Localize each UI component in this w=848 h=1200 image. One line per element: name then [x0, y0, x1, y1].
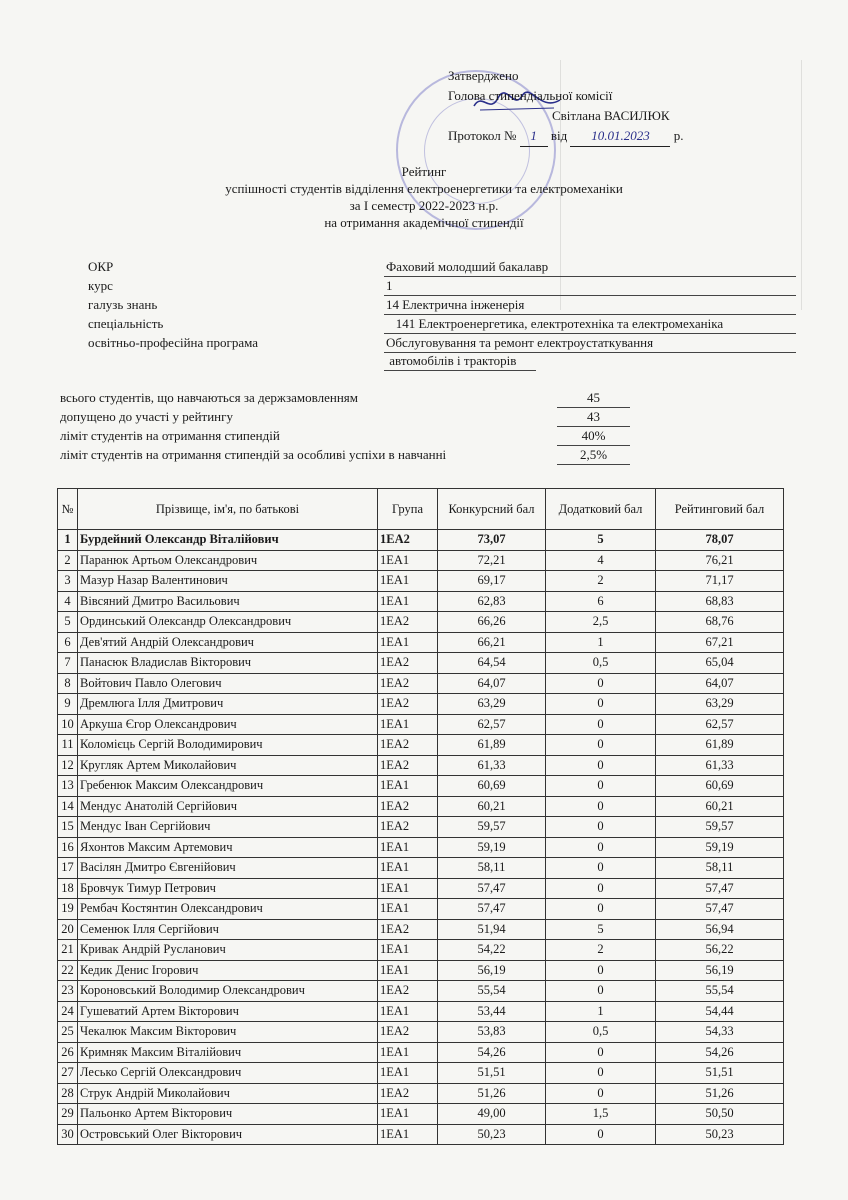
cell-competitive-score: 62,83 — [438, 591, 546, 612]
cell-rating-score: 54,44 — [656, 1001, 784, 1022]
cell-name: Паранюк Артьом Олександрович — [78, 550, 378, 571]
cell-additional-score: 1 — [546, 632, 656, 653]
cell-rating-score: 59,19 — [656, 837, 784, 858]
cell-additional-score: 0 — [546, 796, 656, 817]
cell-competitive-score: 59,19 — [438, 837, 546, 858]
cell-number: 20 — [58, 919, 78, 940]
cell-group: 1ЕА1 — [378, 632, 438, 653]
cell-name: Яхонтов Максим Артемович — [78, 837, 378, 858]
cell-number: 22 — [58, 960, 78, 981]
title-line-4: на отримання академічної стипендії — [324, 215, 524, 230]
cell-number: 10 — [58, 714, 78, 735]
cell-number: 14 — [58, 796, 78, 817]
table-row — [58, 1001, 784, 1022]
cell-name: Короновський Володимир Олександрович — [78, 981, 378, 1002]
cell-additional-score: 5 — [546, 530, 656, 551]
cell-number: 18 — [58, 878, 78, 899]
cell-additional-score: 0 — [546, 899, 656, 920]
cell-group: 1ЕА2 — [378, 694, 438, 715]
cell-competitive-score: 51,94 — [438, 919, 546, 940]
cell-number: 24 — [58, 1001, 78, 1022]
cell-rating-score: 54,26 — [656, 1042, 784, 1063]
table-row — [58, 899, 784, 920]
cell-group: 1ЕА1 — [378, 1063, 438, 1084]
cell-additional-score: 0 — [546, 878, 656, 899]
info-value: Фаховий молодший бакалавр — [384, 258, 796, 277]
stat-label: ліміт студентів на отримання стипендій — [60, 428, 280, 443]
cell-rating-score: 61,33 — [656, 755, 784, 776]
cell-additional-score: 0,5 — [546, 653, 656, 674]
cell-group: 1ЕА2 — [378, 817, 438, 838]
info-row-specialty — [88, 315, 796, 333]
cell-additional-score: 0 — [546, 735, 656, 756]
cell-group: 1ЕА1 — [378, 550, 438, 571]
cell-name: Мендус Іван Сергійович — [78, 817, 378, 838]
cell-competitive-score: 73,07 — [438, 530, 546, 551]
cell-additional-score: 0 — [546, 776, 656, 797]
cell-name: Бровчук Тимур Петрович — [78, 878, 378, 899]
cell-number: 4 — [58, 591, 78, 612]
protocol-prefix: Протокол № — [448, 128, 517, 143]
cell-number: 26 — [58, 1042, 78, 1063]
cell-group: 1ЕА2 — [378, 981, 438, 1002]
stat-label: всього студентів, що навчаються за держзамовленням — [60, 390, 358, 405]
cell-group: 1ЕА1 — [378, 1042, 438, 1063]
cell-competitive-score: 64,07 — [438, 673, 546, 694]
cell-rating-score: 56,94 — [656, 919, 784, 940]
table-row — [58, 755, 784, 776]
cell-additional-score: 1 — [546, 1001, 656, 1022]
cell-rating-score: 58,11 — [656, 858, 784, 879]
cell-group: 1ЕА1 — [378, 591, 438, 612]
cell-additional-score: 6 — [546, 591, 656, 612]
table-row — [58, 591, 784, 612]
approval-protocol — [448, 126, 683, 146]
cell-competitive-score: 56,19 — [438, 960, 546, 981]
cell-competitive-score: 57,47 — [438, 878, 546, 899]
stat-label: допущено до участі у рейтингу — [60, 409, 233, 424]
stat-value: 45 — [557, 389, 630, 408]
cell-number: 2 — [58, 550, 78, 571]
cell-group: 1ЕА2 — [378, 530, 438, 551]
header-competitive-score: Конкурсний бал — [438, 489, 546, 530]
cell-name: Кедик Денис Ігорович — [78, 960, 378, 981]
cell-rating-score: 54,33 — [656, 1022, 784, 1043]
info-row-program-cont — [88, 352, 796, 370]
cell-group: 1ЕА1 — [378, 714, 438, 735]
cell-group: 1ЕА1 — [378, 571, 438, 592]
table-row — [58, 571, 784, 592]
cell-rating-score: 57,47 — [656, 899, 784, 920]
cell-group: 1ЕА1 — [378, 940, 438, 961]
cell-name: Семенюк Ілля Сергійович — [78, 919, 378, 940]
cell-additional-score: 2,5 — [546, 612, 656, 633]
cell-additional-score: 2 — [546, 940, 656, 961]
cell-number: 29 — [58, 1104, 78, 1125]
protocol-suffix: р. — [673, 128, 684, 143]
cell-number: 9 — [58, 694, 78, 715]
cell-additional-score: 1,5 — [546, 1104, 656, 1125]
cell-competitive-score: 69,17 — [438, 571, 546, 592]
cell-competitive-score: 61,89 — [438, 735, 546, 756]
approval-name: Світлана ВАСИЛЮК — [552, 108, 670, 123]
cell-group: 1ЕА2 — [378, 796, 438, 817]
cell-name: Дремлюга Ілля Дмитрович — [78, 694, 378, 715]
info-row-field — [88, 296, 796, 314]
table-row — [58, 1063, 784, 1084]
cell-name: Мазур Назар Валентинович — [78, 571, 378, 592]
info-row-course — [88, 277, 796, 295]
cell-name: Кругляк Артем Миколайович — [78, 755, 378, 776]
cell-competitive-score: 57,47 — [438, 899, 546, 920]
cell-competitive-score: 53,83 — [438, 1022, 546, 1043]
header-rating-score: Рейтинговий бал — [656, 489, 784, 530]
cell-number: 15 — [58, 817, 78, 838]
info-label: галузь знань — [88, 297, 158, 312]
cell-additional-score: 0 — [546, 1042, 656, 1063]
header-name: Прізвище, ім'я, по батькові — [78, 489, 378, 530]
cell-competitive-score: 62,57 — [438, 714, 546, 735]
info-label: освітньо-професійна програма — [88, 335, 258, 350]
cell-rating-score: 67,21 — [656, 632, 784, 653]
info-value: Обслуговування та ремонт електроустаткування — [384, 334, 796, 353]
table-row — [58, 1042, 784, 1063]
cell-competitive-score: 51,51 — [438, 1063, 546, 1084]
cell-additional-score: 0 — [546, 1063, 656, 1084]
table-row — [58, 817, 784, 838]
cell-competitive-score: 60,69 — [438, 776, 546, 797]
table-row — [58, 653, 784, 674]
cell-competitive-score: 54,26 — [438, 1042, 546, 1063]
stat-limit-excellence — [60, 446, 630, 464]
cell-group: 1ЕА1 — [378, 1104, 438, 1125]
cell-competitive-score: 50,23 — [438, 1124, 546, 1145]
cell-competitive-score: 60,21 — [438, 796, 546, 817]
table-row — [58, 632, 784, 653]
cell-number: 21 — [58, 940, 78, 961]
cell-number: 23 — [58, 981, 78, 1002]
cell-name: Кримняк Максим Віталійович — [78, 1042, 378, 1063]
cell-rating-score: 60,21 — [656, 796, 784, 817]
cell-additional-score: 0 — [546, 714, 656, 735]
info-label: спеціальність — [88, 316, 164, 331]
cell-number: 1 — [58, 530, 78, 551]
cell-name: Струк Андрій Миколайович — [78, 1083, 378, 1104]
document-title — [0, 163, 848, 231]
cell-rating-score: 59,57 — [656, 817, 784, 838]
cell-additional-score: 0 — [546, 960, 656, 981]
cell-name: Рембач Костянтин Олександрович — [78, 899, 378, 920]
header-group: Група — [378, 489, 438, 530]
table-row — [58, 981, 784, 1002]
cell-number: 11 — [58, 735, 78, 756]
header-number: № — [58, 489, 78, 530]
cell-rating-score: 51,51 — [656, 1063, 784, 1084]
cell-rating-score: 68,76 — [656, 612, 784, 633]
cell-group: 1ЕА1 — [378, 960, 438, 981]
cell-rating-score: 61,89 — [656, 735, 784, 756]
cell-additional-score: 0 — [546, 837, 656, 858]
cell-rating-score: 56,22 — [656, 940, 784, 961]
cell-additional-score: 0 — [546, 858, 656, 879]
cell-additional-score: 0 — [546, 673, 656, 694]
table-row — [58, 714, 784, 735]
info-label: ОКР — [88, 259, 114, 274]
cell-competitive-score: 66,26 — [438, 612, 546, 633]
table-row — [58, 919, 784, 940]
cell-name: Вівсяний Дмитро Васильович — [78, 591, 378, 612]
cell-number: 17 — [58, 858, 78, 879]
table-row — [58, 550, 784, 571]
cell-rating-score: 56,19 — [656, 960, 784, 981]
info-value: 14 Електрична інженерія — [384, 296, 796, 315]
info-label: курс — [88, 278, 113, 293]
cell-group: 1ЕА2 — [378, 673, 438, 694]
approval-chair: Голова стипендіальної комісії — [448, 88, 613, 103]
cell-additional-score: 0 — [546, 694, 656, 715]
cell-rating-score: 60,69 — [656, 776, 784, 797]
cell-number: 12 — [58, 755, 78, 776]
cell-name: Чекалюк Максим Вікторович — [78, 1022, 378, 1043]
cell-group: 1ЕА1 — [378, 1124, 438, 1145]
cell-additional-score: 0 — [546, 817, 656, 838]
stat-admitted — [60, 408, 630, 426]
cell-group: 1ЕА1 — [378, 899, 438, 920]
table-row — [58, 878, 784, 899]
cell-competitive-score: 55,54 — [438, 981, 546, 1002]
cell-name: Васілян Дмитро Євгенійович — [78, 858, 378, 879]
table-row — [58, 1104, 784, 1125]
cell-rating-score: 71,17 — [656, 571, 784, 592]
cell-competitive-score: 53,44 — [438, 1001, 546, 1022]
cell-additional-score: 5 — [546, 919, 656, 940]
cell-additional-score: 4 — [546, 550, 656, 571]
cell-name: Мендус Анатолій Сергійович — [78, 796, 378, 817]
table-row — [58, 735, 784, 756]
table-row — [58, 837, 784, 858]
cell-rating-score: 50,23 — [656, 1124, 784, 1145]
cell-rating-score: 50,50 — [656, 1104, 784, 1125]
cell-competitive-score: 49,00 — [438, 1104, 546, 1125]
cell-rating-score: 76,21 — [656, 550, 784, 571]
stat-label: ліміт студентів на отримання стипендій за особливі успіхи в навчанні — [60, 447, 447, 462]
header-additional-score: Додатковий бал — [546, 489, 656, 530]
table-header-row — [58, 489, 784, 530]
info-value: 1 — [384, 277, 796, 296]
cell-name: Ординський Олександр Олександрович — [78, 612, 378, 633]
approval-block — [448, 66, 683, 146]
table-row — [58, 612, 784, 633]
stat-value: 43 — [557, 408, 630, 427]
cell-group: 1ЕА2 — [378, 919, 438, 940]
cell-competitive-score: 59,57 — [438, 817, 546, 838]
cell-competitive-score: 63,29 — [438, 694, 546, 715]
rating-table — [57, 488, 784, 1145]
cell-rating-score: 57,47 — [656, 878, 784, 899]
cell-competitive-score: 58,11 — [438, 858, 546, 879]
cell-number: 19 — [58, 899, 78, 920]
cell-number: 6 — [58, 632, 78, 653]
cell-rating-score: 64,07 — [656, 673, 784, 694]
cell-competitive-score: 66,21 — [438, 632, 546, 653]
cell-rating-score: 78,07 — [656, 530, 784, 551]
cell-additional-score: 2 — [546, 571, 656, 592]
table-row — [58, 530, 784, 551]
approval-heading: Затверджено — [448, 68, 519, 83]
cell-group: 1ЕА2 — [378, 653, 438, 674]
table-row — [58, 776, 784, 797]
cell-competitive-score: 72,21 — [438, 550, 546, 571]
table-row — [58, 673, 784, 694]
cell-name: Коломієць Сергій Володимирович — [78, 735, 378, 756]
cell-competitive-score: 54,22 — [438, 940, 546, 961]
info-row-program — [88, 334, 796, 352]
cell-name: Панасюк Владислав Вікторович — [78, 653, 378, 674]
cell-additional-score: 0 — [546, 1083, 656, 1104]
cell-competitive-score: 51,26 — [438, 1083, 546, 1104]
cell-rating-score: 65,04 — [656, 653, 784, 674]
cell-number: 30 — [58, 1124, 78, 1145]
cell-name: Гребенюк Максим Олександрович — [78, 776, 378, 797]
cell-name: Войтович Павло Олегович — [78, 673, 378, 694]
table-row — [58, 1022, 784, 1043]
cell-group: 1ЕА2 — [378, 612, 438, 633]
cell-group: 1ЕА1 — [378, 878, 438, 899]
cell-number: 5 — [58, 612, 78, 633]
cell-group: 1ЕА2 — [378, 755, 438, 776]
info-value: 141 Електроенергетика, електротехніка та електромеханіка — [384, 315, 796, 334]
cell-name: Гушеватий Артем Вікторович — [78, 1001, 378, 1022]
cell-name: Аркуша Єгор Олександрович — [78, 714, 378, 735]
cell-competitive-score: 64,54 — [438, 653, 546, 674]
cell-additional-score: 0 — [546, 1124, 656, 1145]
cell-number: 28 — [58, 1083, 78, 1104]
cell-name: Островський Олег Вікторович — [78, 1124, 378, 1145]
title-line-1: Рейтинг — [401, 164, 447, 179]
cell-additional-score: 0,5 — [546, 1022, 656, 1043]
cell-rating-score: 62,57 — [656, 714, 784, 735]
cell-rating-score: 63,29 — [656, 694, 784, 715]
cell-name: Бурдейний Олександр Віталійович — [78, 530, 378, 551]
cell-number: 16 — [58, 837, 78, 858]
cell-rating-score: 68,83 — [656, 591, 784, 612]
cell-group: 1ЕА2 — [378, 735, 438, 756]
title-line-3: за I семестр 2022-2023 н.р. — [349, 198, 499, 213]
table-row — [58, 1083, 784, 1104]
cell-additional-score: 0 — [546, 755, 656, 776]
stat-value: 2,5% — [557, 446, 630, 465]
table-row — [58, 940, 784, 961]
protocol-from: від — [550, 128, 568, 143]
cell-additional-score: 0 — [546, 981, 656, 1002]
cell-name: Пальонко Артем Вікторович — [78, 1104, 378, 1125]
table-row — [58, 858, 784, 879]
rating-table-body — [58, 530, 784, 1145]
table-row — [58, 1124, 784, 1145]
protocol-date: 10.01.2023 — [570, 126, 670, 147]
table-row — [58, 796, 784, 817]
cell-competitive-score: 61,33 — [438, 755, 546, 776]
cell-number: 27 — [58, 1063, 78, 1084]
cell-group: 1ЕА2 — [378, 1083, 438, 1104]
title-line-2: успішності студентів відділення електроенергетики та електромеханіки — [225, 181, 623, 196]
cell-number: 13 — [58, 776, 78, 797]
cell-name: Кривак Андрій Русланович — [78, 940, 378, 961]
cell-number: 25 — [58, 1022, 78, 1043]
info-row-okr — [88, 258, 796, 276]
cell-number: 3 — [58, 571, 78, 592]
cell-name: Дев'ятий Андрій Олександрович — [78, 632, 378, 653]
stat-total-students — [60, 389, 630, 407]
protocol-number: 1 — [520, 126, 548, 147]
stat-limit — [60, 427, 630, 445]
cell-number: 8 — [58, 673, 78, 694]
cell-number: 7 — [58, 653, 78, 674]
cell-group: 1ЕА1 — [378, 858, 438, 879]
cell-rating-score: 51,26 — [656, 1083, 784, 1104]
cell-group: 1ЕА1 — [378, 776, 438, 797]
stat-value: 40% — [557, 427, 630, 446]
cell-group: 1ЕА1 — [378, 1001, 438, 1022]
table-row — [58, 960, 784, 981]
info-value: автомобілів і тракторів — [384, 352, 536, 371]
cell-group: 1ЕА1 — [378, 837, 438, 858]
table-row — [58, 694, 784, 715]
cell-name: Лесько Сергій Олександрович — [78, 1063, 378, 1084]
cell-group: 1ЕА2 — [378, 1022, 438, 1043]
cell-rating-score: 55,54 — [656, 981, 784, 1002]
